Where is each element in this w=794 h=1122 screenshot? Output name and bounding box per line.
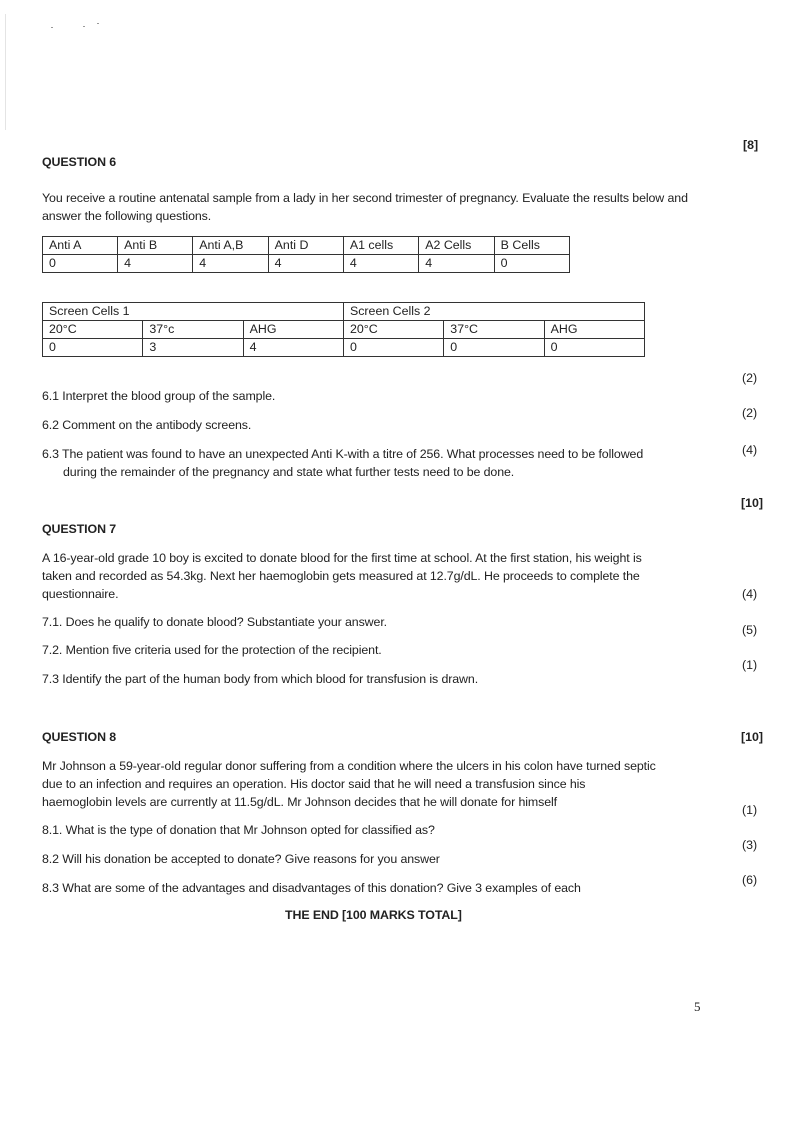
q7-heading: QUESTION 7 (42, 522, 117, 536)
table-group-row (43, 303, 645, 321)
scan-speck (97, 23, 99, 24)
q6-1-marks: (2) (742, 371, 758, 385)
the-end-label: THE END [100 MARKS TOTAL] (285, 908, 462, 922)
table-cell: 0 (544, 339, 644, 357)
table-header-cell: 20°C (343, 321, 443, 339)
q8-intro-line2: due to an infection and requires an operation. His doctor said that he will need a transfusion since his (42, 777, 586, 791)
page-number: 5 (694, 999, 701, 1014)
scan-artifact-line (5, 14, 6, 130)
table-cell: 4 (268, 255, 343, 273)
q6-3-marks: (4) (742, 443, 758, 457)
q6-intro: You receive a routine antenatal sample from a lady in her second trimester of pregnancy. Evaluate the results below and answer the following questions. (42, 191, 688, 223)
table-cell: 3 (143, 339, 243, 357)
table-header-cell: Anti D (268, 237, 343, 255)
blood-grouping-table (42, 236, 570, 273)
table-row (43, 339, 645, 357)
table-header-cell: AHG (544, 321, 644, 339)
q7-2-marks: (5) (742, 623, 758, 637)
table-cell: 0 (343, 339, 443, 357)
q8-3-text: 8.3 What are some of the advantages and disadvantages of this donation? Give 3 examples of each (42, 881, 581, 895)
q7-2-text: 7.2. Mention five criteria used for the protection of the recipient. (42, 643, 382, 657)
table-cell: 4 (419, 255, 494, 273)
table-cell: 4 (118, 255, 193, 273)
q8-2-marks: (3) (742, 838, 758, 852)
table-header-row (43, 237, 570, 255)
q7-intro-line2: taken and recorded as 54.3kg. Next her haemoglobin gets measured at 12.7g/dL. He proceeds to complete the (42, 569, 640, 583)
antibody-screen-table (42, 302, 645, 357)
table-cell: 4 (343, 255, 418, 273)
q6-2-marks: (2) (742, 406, 758, 420)
table-header-cell: A1 cells (343, 237, 418, 255)
table-cell: 4 (243, 339, 343, 357)
q6-total-marks: [8] (743, 138, 759, 152)
q7-intro-line1: A 16-year-old grade 10 boy is excited to donate blood for the first time at school. At the first station, his weight is (42, 551, 642, 565)
q8-intro-line1: Mr Johnson a 59-year-old regular donor suffering from a condition where the ulcers in his colon have turned septic (42, 759, 656, 773)
q6-1-text: 6.1 Interpret the blood group of the sample. (42, 389, 276, 403)
table-header-cell: 37°c (143, 321, 243, 339)
scan-speck (83, 26, 85, 27)
table-header-cell: Anti A,B (193, 237, 268, 255)
table-cell: 0 (444, 339, 544, 357)
q8-1-text: 8.1. What is the type of donation that Mr Johnson opted for classified as? (42, 823, 435, 837)
q7-1-text: 7.1. Does he qualify to donate blood? Substantiate your answer. (42, 615, 388, 629)
q7-intro-line3: questionnaire. (42, 587, 119, 601)
table-cell: 0 (43, 339, 143, 357)
table-header-row (43, 321, 645, 339)
table-header-cell: 37°C (444, 321, 544, 339)
table-cell: 4 (193, 255, 268, 273)
table-header-cell: B Cells (494, 237, 569, 255)
table-header-cell: 20°C (43, 321, 143, 339)
q6-3-text-line2: during the remainder of the pregnancy and state what further tests need to be done. (63, 465, 515, 479)
q7-3-marks: (1) (742, 658, 758, 672)
scan-speck (51, 27, 53, 28)
q6-2-text: 6.2 Comment on the antibody screens. (42, 418, 252, 432)
table-header-cell: A2 Cells (419, 237, 494, 255)
q8-heading: QUESTION 8 (42, 730, 117, 744)
q6-heading: QUESTION 6 (42, 155, 117, 169)
q8-intro-line3: haemoglobin levels are currently at 11.5g/dL. Mr Johnson decides that he will donate for himself (42, 795, 557, 809)
table-header-cell: Anti A (43, 237, 118, 255)
table-header-cell: AHG (243, 321, 343, 339)
q8-3-marks: (6) (742, 873, 758, 887)
q8-2-text: 8.2 Will his donation be accepted to donate? Give reasons for you answer (42, 852, 440, 866)
q8-total-marks: [10] (741, 730, 764, 744)
q7-total-marks: [10] (741, 496, 764, 510)
q6-3-text-line1: 6.3 The patient was found to have an unexpected Anti K-with a titre of 256. What processes need to be followed (42, 447, 644, 461)
q8-1-marks: (1) (742, 803, 758, 817)
q7-1-marks: (4) (742, 587, 758, 601)
table-cell: 0 (43, 255, 118, 273)
table-group-cell: Screen Cells 1 (43, 303, 344, 321)
q7-3-text: 7.3 Identify the part of the human body from which blood for transfusion is drawn. (42, 672, 479, 686)
table-group-cell: Screen Cells 2 (343, 303, 644, 321)
table-cell: 0 (494, 255, 569, 273)
table-header-cell: Anti B (118, 237, 193, 255)
table-row (43, 255, 570, 273)
